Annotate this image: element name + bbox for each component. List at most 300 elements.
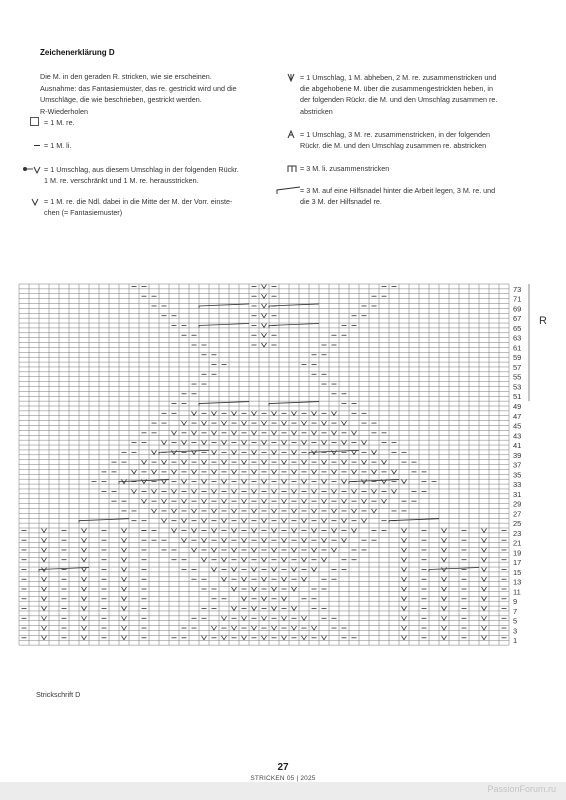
- row-number-label: 13: [513, 577, 522, 587]
- row-number-label: 31: [513, 489, 522, 499]
- fancy-mark: [232, 411, 237, 415]
- fancy-mark: [402, 626, 407, 630]
- fancy-mark: [122, 577, 127, 581]
- fancy-mark: [332, 411, 337, 415]
- fancy-mark: [402, 528, 407, 532]
- fancy-mark: [182, 421, 187, 425]
- fancy-mark: [442, 528, 447, 532]
- fancy-mark: [292, 626, 297, 630]
- fancy-mark: [262, 314, 267, 318]
- fancy-mark: [252, 411, 257, 415]
- fancy-mark: [292, 450, 297, 454]
- fancy-mark: [312, 509, 317, 513]
- fancy-mark: [372, 470, 377, 474]
- fancy-mark: [482, 607, 487, 611]
- fancy-mark: [252, 607, 257, 611]
- fancy-mark: [82, 616, 87, 620]
- fancy-mark: [252, 509, 257, 513]
- fancy-mark: [352, 431, 357, 435]
- fancy-mark: [302, 636, 307, 640]
- fancy-mark: [42, 587, 47, 591]
- footer-band: [0, 782, 566, 800]
- fancy-mark: [302, 558, 307, 562]
- fancy-mark: [362, 480, 367, 484]
- fancy-mark: [192, 509, 197, 513]
- fancy-mark: [392, 470, 397, 474]
- fancy-mark: [192, 489, 197, 493]
- fancy-mark: [122, 616, 127, 620]
- fancy-mark: [212, 411, 217, 415]
- fancy-mark: [212, 626, 217, 630]
- fancy-mark: [162, 460, 167, 464]
- row-number-label: 25: [513, 519, 522, 529]
- fancy-mark: [202, 421, 207, 425]
- fancy-mark: [292, 431, 297, 435]
- row-number-label: 19: [513, 548, 522, 558]
- fancy-mark: [262, 616, 267, 620]
- fancy-mark: [332, 528, 337, 532]
- fancy-mark: [332, 509, 337, 513]
- fancy-mark: [42, 636, 47, 640]
- fancy-mark: [282, 480, 287, 484]
- fancy-mark: [292, 567, 297, 571]
- fancy-mark: [352, 528, 357, 532]
- row-number-label: 53: [513, 382, 522, 392]
- row-number-label: 3: [513, 626, 518, 636]
- fancy-mark: [332, 489, 337, 493]
- row-number-label: 47: [513, 411, 522, 421]
- fancy-mark: [272, 607, 277, 611]
- fancy-mark: [172, 470, 177, 474]
- fancy-mark: [242, 460, 247, 464]
- fancy-mark: [272, 626, 277, 630]
- row-number-label: 45: [513, 421, 522, 431]
- fancy-mark: [322, 519, 327, 523]
- fancy-mark: [122, 607, 127, 611]
- fancy-mark: [442, 548, 447, 552]
- fancy-mark: [172, 489, 177, 493]
- fancy-mark: [282, 538, 287, 542]
- row-number-label: 1: [513, 636, 518, 646]
- fancy-mark: [142, 499, 147, 503]
- fancy-mark: [192, 431, 197, 435]
- fancy-mark: [362, 519, 367, 523]
- fancy-mark: [182, 480, 187, 484]
- fancy-mark: [442, 577, 447, 581]
- page-number: 27: [277, 762, 289, 773]
- fancy-mark: [162, 499, 167, 503]
- fancy-mark: [362, 441, 367, 445]
- row-number-label: 33: [513, 480, 522, 490]
- fancy-mark: [482, 587, 487, 591]
- fancy-mark: [312, 470, 317, 474]
- fancy-mark: [232, 607, 237, 611]
- legend-item-cable: = 3 M. auf eine Hilfsnadel hinter die Arbeit legen, 3 M. re. und die 3 M. der Hilfsnadel re.: [276, 185, 495, 207]
- fancy-mark: [482, 538, 487, 542]
- fancy-mark: [262, 538, 267, 542]
- fancy-mark: [222, 636, 227, 640]
- fancy-mark: [352, 489, 357, 493]
- fancy-mark: [482, 567, 487, 571]
- fancy-mark: [132, 489, 137, 493]
- fancy-mark: [262, 294, 267, 298]
- row-number-label: 43: [513, 431, 522, 441]
- fancy-mark: [312, 411, 317, 415]
- cable-mark: [199, 402, 249, 406]
- legend-title: Zeichenerklärung D: [40, 48, 115, 57]
- fancy-mark: [82, 597, 87, 601]
- row-number-label: 7: [513, 606, 518, 616]
- fancy-mark: [272, 431, 277, 435]
- fancy-mark: [82, 538, 87, 542]
- fancy-mark: [42, 577, 47, 581]
- fancy-mark: [122, 567, 127, 571]
- fancy-mark: [402, 577, 407, 581]
- fancy-mark: [322, 558, 327, 562]
- fancy-mark: [252, 489, 257, 493]
- fancy-mark: [212, 567, 217, 571]
- fancy-mark: [82, 626, 87, 630]
- fancy-mark: [252, 528, 257, 532]
- fancy-mark: [122, 548, 127, 552]
- fancy-mark: [262, 499, 267, 503]
- fancy-mark: [262, 343, 267, 347]
- row-number-label: 65: [513, 323, 522, 333]
- fancy-mark: [302, 538, 307, 542]
- row-number-label: 63: [513, 333, 522, 343]
- fancy-mark: [272, 548, 277, 552]
- fancy-mark: [212, 509, 217, 513]
- fancy-mark: [262, 480, 267, 484]
- cable-mark: [269, 304, 319, 308]
- fancy-mark: [42, 548, 47, 552]
- fancy-mark: [442, 587, 447, 591]
- legend-item-fancy: = 1 M. re. die Ndl. dabei in die Mitte der M. der Vorr. einste- chen (= Fantasiemuster): [30, 196, 232, 218]
- fancy-mark: [312, 626, 317, 630]
- fancy-mark: [42, 607, 47, 611]
- fancy-mark: [242, 441, 247, 445]
- fancy-mark: [122, 528, 127, 532]
- fancy-mark: [332, 470, 337, 474]
- row-number-label: 11: [513, 587, 521, 597]
- legend-item-purl: = 1 M. li.: [30, 140, 71, 151]
- fancy-mark: [252, 470, 257, 474]
- fancy-mark: [182, 460, 187, 464]
- row-number-label: 67: [513, 314, 522, 324]
- row-number-label: 21: [513, 538, 522, 548]
- fancy-mark: [442, 616, 447, 620]
- fancy-mark: [312, 548, 317, 552]
- row-number-label: 61: [513, 343, 522, 353]
- fancy-mark: [402, 567, 407, 571]
- fancy-mark: [202, 558, 207, 562]
- fancy-mark: [202, 460, 207, 464]
- fancy-mark: [482, 636, 487, 640]
- fancy-mark: [202, 538, 207, 542]
- fancy-mark: [372, 450, 377, 454]
- fancy-mark: [482, 577, 487, 581]
- fancy-mark: [252, 548, 257, 552]
- fancy-mark: [152, 509, 157, 513]
- fancy-mark: [272, 489, 277, 493]
- fancy-mark: [242, 616, 247, 620]
- fancy-mark: [442, 597, 447, 601]
- fancy-mark: [272, 567, 277, 571]
- fancy-mark: [262, 323, 267, 327]
- fancy-mark: [212, 431, 217, 435]
- cable-mark: [389, 519, 439, 523]
- fancy-mark: [222, 480, 227, 484]
- cable-mark: [429, 567, 479, 571]
- fancy-mark: [282, 616, 287, 620]
- fancy-mark: [222, 499, 227, 503]
- fancy-mark: [242, 519, 247, 523]
- fancy-mark: [252, 626, 257, 630]
- fancy-mark: [262, 460, 267, 464]
- fancy-mark: [342, 480, 347, 484]
- fancy-mark: [232, 587, 237, 591]
- fancy-mark: [242, 597, 247, 601]
- fancy-mark: [202, 519, 207, 523]
- fancy-mark: [292, 489, 297, 493]
- fancy-mark: [392, 489, 397, 493]
- fancy-mark: [172, 450, 177, 454]
- fancy-mark: [342, 519, 347, 523]
- fancy-mark: [222, 577, 227, 581]
- fancy-mark: [402, 636, 407, 640]
- fancy-mark: [292, 587, 297, 591]
- fancy-mark: [322, 538, 327, 542]
- fancy-mark: [442, 636, 447, 640]
- fancy-mark: [302, 577, 307, 581]
- fancy-mark: [272, 587, 277, 591]
- fancy-mark: [242, 499, 247, 503]
- fancy-mark: [142, 460, 147, 464]
- fancy-mark: [402, 587, 407, 591]
- cable-mark: [199, 304, 249, 308]
- fancy-mark: [42, 616, 47, 620]
- fancy-mark: [82, 548, 87, 552]
- fancy-mark: [232, 548, 237, 552]
- fancy-mark: [442, 538, 447, 542]
- row-number-label: 17: [513, 558, 522, 568]
- row-number-label: 57: [513, 362, 522, 372]
- fancy-mark: [282, 421, 287, 425]
- fancy-mark: [222, 460, 227, 464]
- fancy-mark: [272, 528, 277, 532]
- fancy-mark: [192, 411, 197, 415]
- chart-caption: Strickschrift D: [36, 690, 81, 699]
- row-number-label: 51: [513, 392, 522, 402]
- fancy-mark: [122, 587, 127, 591]
- fancy-mark: [402, 616, 407, 620]
- fancy-mark: [242, 480, 247, 484]
- row-number-label: 5: [513, 616, 518, 626]
- fancy-mark: [342, 499, 347, 503]
- fancy-mark: [302, 480, 307, 484]
- fancy-mark: [242, 636, 247, 640]
- fancy-mark: [222, 519, 227, 523]
- legend-item-yarn-over: = 1 Umschlag, aus diesem Umschlag in der folgenden Rückr. 1 M. re. verschränkt und 1 M. re. herausstricken.: [22, 164, 239, 186]
- fancy-mark: [182, 519, 187, 523]
- fancy-mark: [352, 509, 357, 513]
- fancy-mark: [122, 636, 127, 640]
- fancy-mark: [192, 528, 197, 532]
- fancy-mark: [402, 597, 407, 601]
- fancy-mark: [202, 480, 207, 484]
- fancy-mark: [172, 431, 177, 435]
- fancy-mark: [242, 538, 247, 542]
- fancy-mark: [232, 528, 237, 532]
- fancy-mark: [232, 450, 237, 454]
- fancy-mark: [42, 597, 47, 601]
- fancy-mark: [282, 460, 287, 464]
- fancy-mark: [232, 509, 237, 513]
- fancy-mark: [82, 528, 87, 532]
- fancy-mark: [202, 499, 207, 503]
- fancy-mark: [42, 538, 47, 542]
- fancy-mark: [272, 450, 277, 454]
- fancy-mark: [322, 499, 327, 503]
- fancy-mark: [402, 548, 407, 552]
- fancy-mark: [252, 587, 257, 591]
- fancy-mark: [372, 489, 377, 493]
- fancy-mark: [262, 577, 267, 581]
- fancy-mark: [42, 558, 47, 562]
- magazine-issue: STRICKEN 05 | 2025: [250, 775, 316, 782]
- fancy-mark: [152, 489, 157, 493]
- fancy-mark: [82, 558, 87, 562]
- fancy-mark: [182, 538, 187, 542]
- fancy-mark: [122, 626, 127, 630]
- fancy-mark: [272, 470, 277, 474]
- fancy-mark: [482, 528, 487, 532]
- intro-line: Die M. in den geraden R. stricken, wie sie erscheinen.: [40, 72, 212, 81]
- fancy-mark: [322, 460, 327, 464]
- fancy-mark: [252, 567, 257, 571]
- intro-line: Ausnahme: das Fantasiemuster, das re. gestrickt wird und die: [40, 83, 237, 93]
- fancy-mark: [122, 597, 127, 601]
- fancy-mark: [442, 558, 447, 562]
- fancy-mark: [482, 558, 487, 562]
- fancy-mark: [192, 470, 197, 474]
- fancy-mark: [402, 538, 407, 542]
- fancy-mark: [312, 431, 317, 435]
- fancy-mark: [122, 558, 127, 562]
- watermark: PassionForum.ru: [487, 784, 556, 794]
- fancy-mark: [262, 519, 267, 523]
- legend-item-psso: = 1 Umschlag, 1 M. abheben, 2 M. re. zusammenstricken und die abgehobene M. über die zusammengestrickten heben, in der folgenden Rückr. die M. und den Umschlag zusammen re. abstricken: [286, 72, 497, 117]
- fancy-mark: [352, 470, 357, 474]
- fancy-mark: [262, 333, 267, 337]
- fancy-mark: [212, 489, 217, 493]
- fancy-mark: [282, 577, 287, 581]
- fancy-mark: [442, 607, 447, 611]
- fancy-mark: [82, 587, 87, 591]
- legend-item-knit: = 1 M. re.: [30, 117, 75, 128]
- fancy-mark: [322, 636, 327, 640]
- intro-line: Umschläge, die wie beschrieben, gestrickt werden.: [40, 95, 202, 104]
- row-number-label: 35: [513, 470, 522, 480]
- fancy-mark: [282, 441, 287, 445]
- fancy-mark: [382, 460, 387, 464]
- intro-line: R-Wiederholen: [40, 106, 88, 116]
- row-number-label: 41: [513, 441, 522, 451]
- fancy-mark: [282, 519, 287, 523]
- fancy-mark: [182, 499, 187, 503]
- fancy-mark: [212, 450, 217, 454]
- row-number-label: 37: [513, 460, 522, 470]
- fancy-mark: [372, 509, 377, 513]
- fancy-mark: [262, 558, 267, 562]
- fancy-mark: [342, 460, 347, 464]
- repeat-marker: R: [539, 315, 547, 327]
- fancy-mark: [172, 509, 177, 513]
- fancy-mark: [302, 616, 307, 620]
- fancy-mark: [482, 597, 487, 601]
- fancy-mark: [162, 441, 167, 445]
- legend-item-p3tog: = 3 M. li. zusammenstricken: [286, 163, 389, 174]
- fancy-mark: [152, 470, 157, 474]
- fancy-mark: [302, 460, 307, 464]
- fancy-mark: [272, 411, 277, 415]
- fancy-mark: [442, 567, 447, 571]
- fancy-mark: [242, 577, 247, 581]
- fancy-mark: [282, 636, 287, 640]
- fancy-mark: [332, 431, 337, 435]
- fancy-mark: [42, 626, 47, 630]
- fancy-mark: [162, 519, 167, 523]
- row-number-label: 39: [513, 450, 522, 460]
- fancy-mark: [302, 421, 307, 425]
- fancy-mark: [342, 441, 347, 445]
- row-number-label: 73: [513, 284, 522, 294]
- fancy-mark: [232, 431, 237, 435]
- fancy-mark: [292, 548, 297, 552]
- row-number-label: 29: [513, 499, 522, 509]
- fancy-mark: [272, 509, 277, 513]
- cable-mark: [269, 323, 319, 327]
- cable-mark: [79, 519, 129, 523]
- fancy-mark: [82, 636, 87, 640]
- fancy-mark: [172, 528, 177, 532]
- fancy-mark: [202, 636, 207, 640]
- fancy-mark: [222, 558, 227, 562]
- fancy-mark: [262, 597, 267, 601]
- fancy-mark: [252, 431, 257, 435]
- fancy-mark: [222, 441, 227, 445]
- fancy-mark: [312, 567, 317, 571]
- fancy-mark: [402, 480, 407, 484]
- fancy-mark: [222, 616, 227, 620]
- row-number-label: 59: [513, 353, 522, 363]
- fancy-mark: [82, 577, 87, 581]
- legend-item-k3tog: = 1 Umschlag, 3 M. re. zusammenstricken, in der folgenden Rückr. die M. und den Umschlag zusammen re. abstricken: [286, 129, 490, 151]
- fancy-mark: [212, 548, 217, 552]
- fancy-mark: [292, 411, 297, 415]
- fancy-mark: [182, 441, 187, 445]
- fancy-mark: [282, 558, 287, 562]
- row-number-label: 27: [513, 509, 522, 519]
- fancy-mark: [402, 607, 407, 611]
- fancy-mark: [222, 538, 227, 542]
- fancy-mark: [362, 460, 367, 464]
- fancy-mark: [152, 450, 157, 454]
- fancy-mark: [42, 528, 47, 532]
- fancy-mark: [122, 538, 127, 542]
- row-number-label: 9: [513, 597, 518, 607]
- row-number-label: 71: [513, 294, 522, 304]
